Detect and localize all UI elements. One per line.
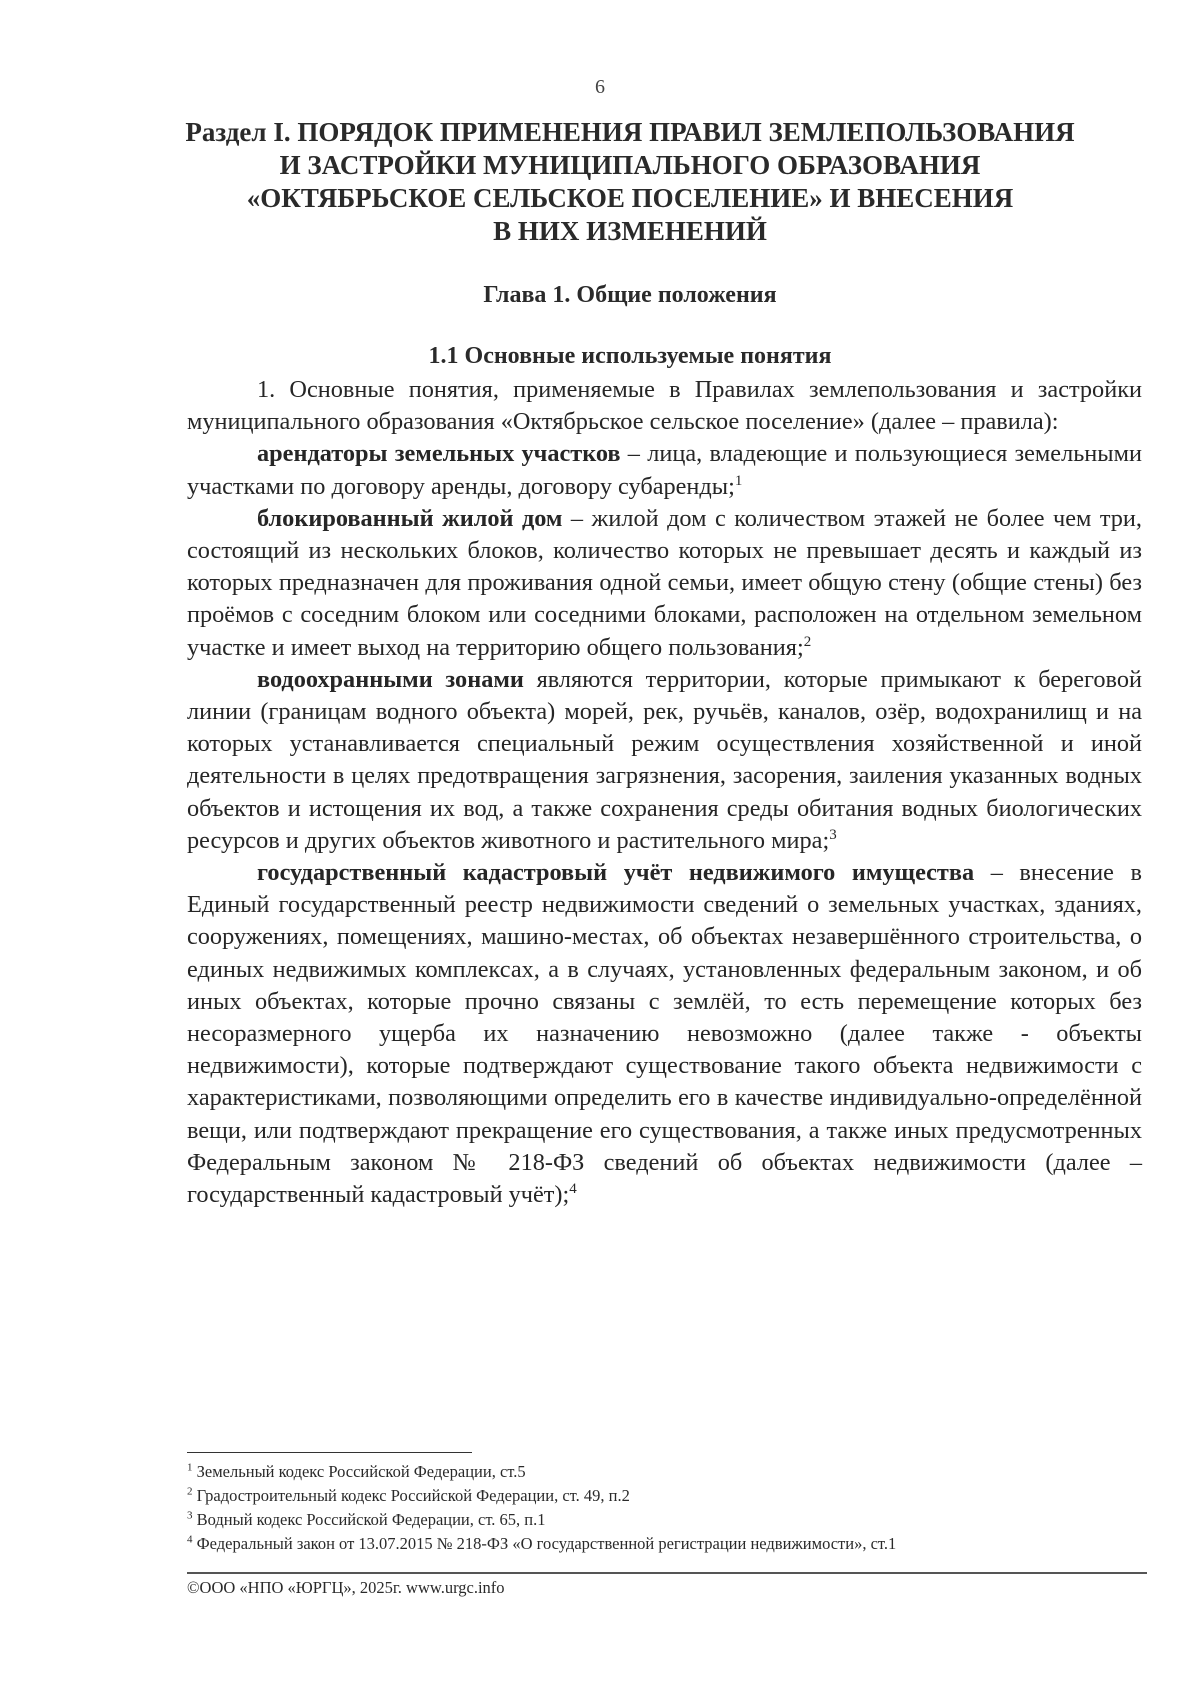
footnote-ref: 3 (829, 826, 837, 843)
section-title-line: В НИХ ИЗМЕНЕНИЙ (493, 216, 767, 246)
footnote-ref: 1 (734, 472, 743, 489)
definition-paragraph (187, 503, 1142, 664)
footnote-text: Земельный кодекс Российской Федерации, ст.5 (192, 1462, 526, 1481)
footnote-text: Водный кодекс Российской Федерации, ст. 65, п.1 (192, 1510, 546, 1529)
definition-text: – жилой дом с количеством этажей не более чем три, состоящий из нескольких блоков, количество которых не превышает десять и каждый из которых предназначен для проживания одной семьи, имеет общую стену (общие стены) без проёмов с соседним блоком или соседними блоками, расположен на отдельном земельном участке и имеет выход на территорию общего пользования; (187, 504, 1142, 661)
page-footer: ©ООО «НПО «ЮРГЦ», 2025г. www.urgc.info (187, 1578, 505, 1597)
definition-term: государственный кадастровый учёт недвижимого имущества (257, 859, 975, 887)
footer-divider (187, 1572, 1147, 1574)
footnote-ref: 4 (569, 1180, 577, 1197)
chapter-title: Глава 1. Общие положения (483, 282, 777, 308)
intro-paragraph: 1. Основные понятия, применяемые в Правилах землепользования и застройки муниципального образования «Октябрьское сельское поселение» (далее – правила): (187, 376, 1142, 436)
footnote (187, 1460, 1147, 1484)
document-body (187, 374, 1142, 1211)
definition-text: являются территории, которые примыкают к береговой линии (границам водного объекта) морей, рек, ручьёв, каналов, озёр, водохранилищ и на которых устанавливается специальный режим осуществления хозяйственной и иной деятельности в целях предотвращения загрязнения, засорения, заиления указанных водных объектов и истощения их вод, а также сохранения среды обитания водных биологических ресурсов и других объектов животного и растительного мира; (187, 665, 1142, 854)
footnote-divider (187, 1452, 472, 1453)
definition-text: – лица, владеющие и пользующиеся земельными участками по договору аренды, договору субаренды; (187, 440, 1142, 500)
definition-term: арендаторы земельных участков (257, 440, 621, 468)
footnote (187, 1508, 1147, 1532)
definition-term: блокированный жилой дом (257, 504, 563, 532)
footnote-text: Федеральный закон от 13.07.2015 № 218-ФЗ «О государственной регистрации недвижимости», ст.1 (192, 1534, 897, 1553)
footnote-ref: 2 (803, 633, 812, 650)
footnote-number: 3 (187, 1509, 193, 1522)
footnotes (187, 1460, 1147, 1556)
footnote-number: 1 (187, 1461, 193, 1474)
definition-term: водоохранными зонами (257, 665, 524, 693)
footnote (187, 1484, 1147, 1508)
section-title-line: И ЗАСТРОЙКИ МУНИЦИПАЛЬНОГО ОБРАЗОВАНИЯ (279, 150, 981, 180)
definition-text: – внесение в Единый государственный реестр недвижимости сведений о земельных участках, зданиях, сооружениях, помещениях, машино-местах, об объектах незавершённого строительства, о единых недвижимых комплексах, а в случаях, установленных федеральным законом, и об иных объектах, которые прочно связаны с землёй, то есть перемещение которых без несоразмерного ущерба их назначению невозможно (далее также - объекты недвижимости), которые подтверждают существование такого объекта недвижимости с характеристиками, позволяющими определить его в качестве индивидуально-определённой вещи, или подтверждают прекращение его существования, а также иных предусмотренных Федеральным законом № 218-ФЗ сведений об объектах недвижимости (далее – государственный кадастровый учёт); (187, 859, 1142, 1209)
definition-paragraph (187, 438, 1142, 502)
footnote (187, 1532, 1147, 1556)
page-number: 6 (595, 76, 605, 98)
subsection-title: 1.1 Основные используемые понятия (428, 343, 832, 369)
footnote-text: Градостроительный кодекс Российской Федерации, ст. 49, п.2 (192, 1486, 630, 1505)
section-title-line: «ОКТЯБРЬСКОЕ СЕЛЬСКОЕ ПОСЕЛЕНИЕ» И ВНЕСЕНИЯ (246, 183, 1014, 213)
section-title (150, 116, 1110, 248)
definition-paragraph (187, 857, 1142, 1211)
definition-paragraph (187, 664, 1142, 857)
section-title-line: Раздел I. ПОРЯДОК ПРИМЕНЕНИЯ ПРАВИЛ ЗЕМЛЕПОЛЬЗОВАНИЯ (185, 117, 1075, 147)
footnote-number: 4 (187, 1533, 193, 1546)
footnote-number: 2 (187, 1485, 193, 1498)
